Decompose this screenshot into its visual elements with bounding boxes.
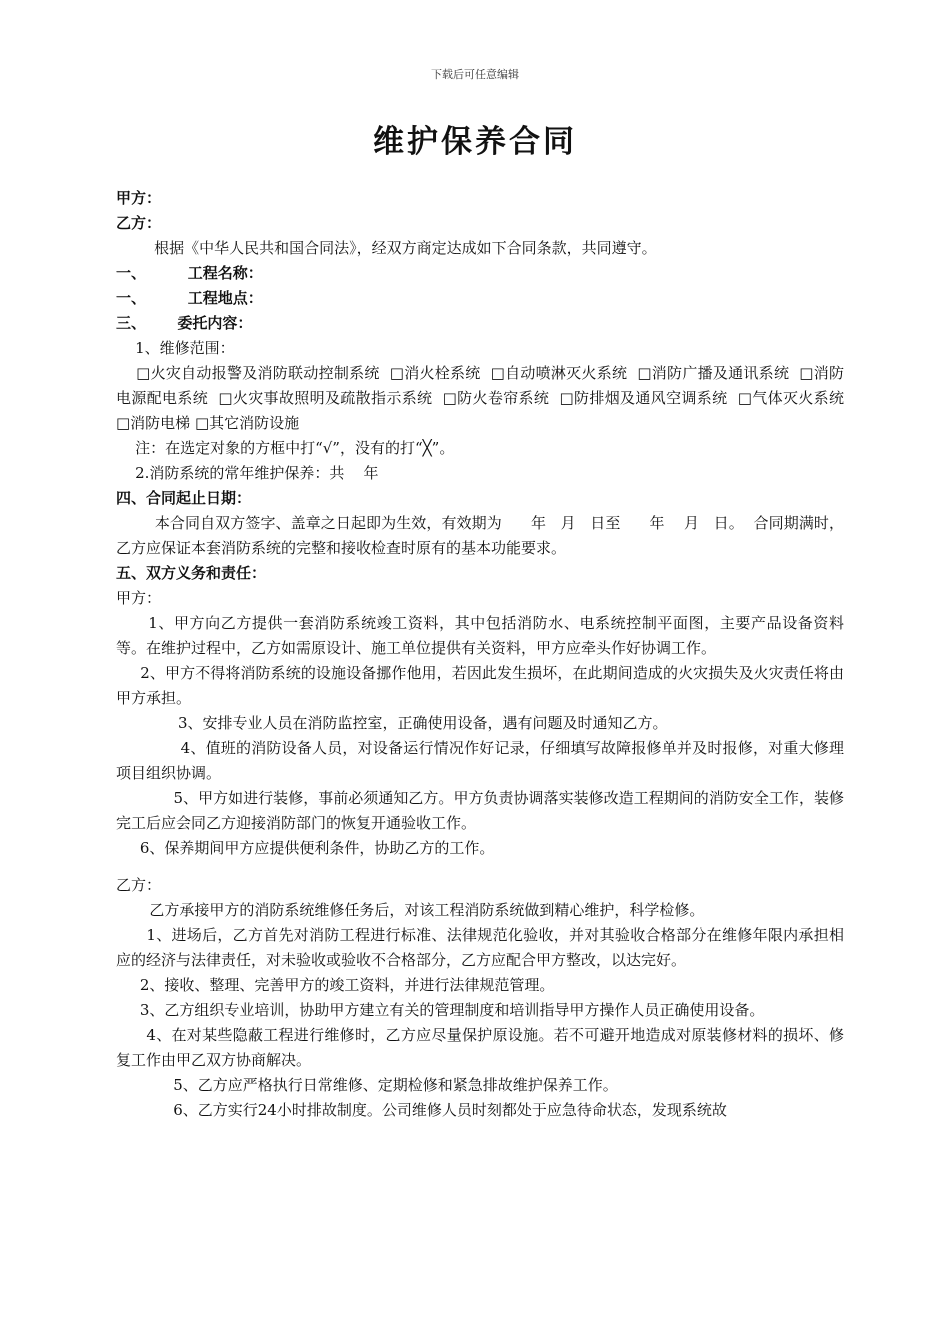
contract-paragraph: 乙方： xyxy=(116,214,162,232)
contract-paragraph: 3、乙方组织专业培训，协助甲方建立有关的管理制度和培训指导甲方操作人员正确使用设备。 xyxy=(116,1001,765,1019)
contract-paragraph: 根据《中华人民共和国合同法》，经双方商定达成如下合同条款，共同遵守。 xyxy=(116,239,657,257)
contract-paragraph: 一、 工程名称： xyxy=(116,264,263,282)
contract-paragraph: 三、 委托内容： xyxy=(116,314,253,332)
contract-paragraph: 本合同自双方签字、盖章之日起即为生效，有效期为 年 月 日至 年 月 日。 合同期满时，乙方应保证本套消防系统的完整和接收检查时原有的基本功能要求。 xyxy=(116,514,844,557)
header-note: 下载后可任意编辑 xyxy=(431,68,519,81)
contract-paragraph: 四、合同起止日期： xyxy=(116,489,252,507)
contract-paragraph: 五、双方义务和责任： xyxy=(116,564,267,582)
contract-paragraph: 1、进场后，乙方首先对消防工程进行标准、法律规范化验收，并对其验收合格部分在维修年限内承担相应的经济与法律责任，对未验收或验收不合格部分，乙方应配合甲方整改，以达完好。 xyxy=(116,926,844,969)
contract-paragraph: 6、保养期间甲方应提供便利条件，协助乙方的工作。 xyxy=(116,839,495,857)
contract-paragraph: 乙方承接甲方的消防系统维修任务后，对该工程消防系统做到精心维护，科学检修。 xyxy=(116,901,705,919)
contract-paragraph: 5、甲方如进行装修，事前必须通知乙方。甲方负责协调落实装修改造工程期间的消防安全工作，装修完工后应会同乙方迎接消防部门的恢复开通验收工作。 xyxy=(116,789,844,832)
contract-paragraph: 1、甲方向乙方提供一套消防系统竣工资料，其中包括消防水、电系统控制平面图，主要产品设备资料等。在维护过程中，乙方如需原设计、施工单位提供有关资料，甲方应牵头作好协调工作。 xyxy=(116,614,845,657)
contract-paragraph: 2.消防系统的常年维护保养：共 年 xyxy=(116,464,379,482)
contract-paragraph: 4、值班的消防设备人员，对设备运行情况作好记录，仔细填写故障报修单并及时报修，对重大修理项目组织协调。 xyxy=(116,739,844,782)
contract-paragraph: 4、在对某些隐蔽工程进行维修时，乙方应尽量保护原设施。若不可避开地造成对原装修材料的损坏、修复工作由甲乙双方协商解决。 xyxy=(116,1026,844,1069)
contract-paragraph: 甲方： xyxy=(116,589,162,607)
contract-body xyxy=(116,186,854,1123)
contract-paragraph: 5、乙方应严格执行日常维修、定期检修和紧急排故维护保养工作。 xyxy=(116,1076,618,1094)
contract-paragraph: 2、接收、整理、完善甲方的竣工资料，并进行法律规范管理。 xyxy=(116,976,555,994)
contract-paragraph: □火灾自动报警及消防联动控制系统 □消火栓系统 □自动喷淋灭火系统 □消防广播及通讯系统 □消防电源配电系统 □火灾事故照明及疏散指示系统 □防火卷帘系统 □防排烟及通风空调系统 □气体灭火系统 □消防电梯 □其它消防设施 xyxy=(116,364,854,432)
contract-paragraph: 1、维修范围： xyxy=(116,339,235,357)
contract-paragraph: 3、安排专业人员在消防监控室，正确使用设备，遇有问题及时通知乙方。 xyxy=(116,714,668,732)
contract-paragraph: 2、甲方不得将消防系统的设施设备挪作他用，若因此发生损坏，在此期间造成的火灾损失及火灾责任将由甲方承担。 xyxy=(116,664,844,707)
contract-paragraph: 甲方： xyxy=(116,189,162,207)
contract-paragraph: 注：在选定对象的方框中打“√”，没有的打“╳”。 xyxy=(116,439,455,457)
contract-paragraph: 6、乙方实行24小时排故制度。公司维修人员时刻都处于应急待命状态，发现系统故 xyxy=(116,1101,727,1119)
contract-paragraph: 一、 工程地点： xyxy=(116,289,263,307)
paragraph-gap xyxy=(116,861,844,873)
document-title: 维护保养合同 xyxy=(373,124,577,160)
contract-paragraph: 乙方： xyxy=(116,876,162,894)
